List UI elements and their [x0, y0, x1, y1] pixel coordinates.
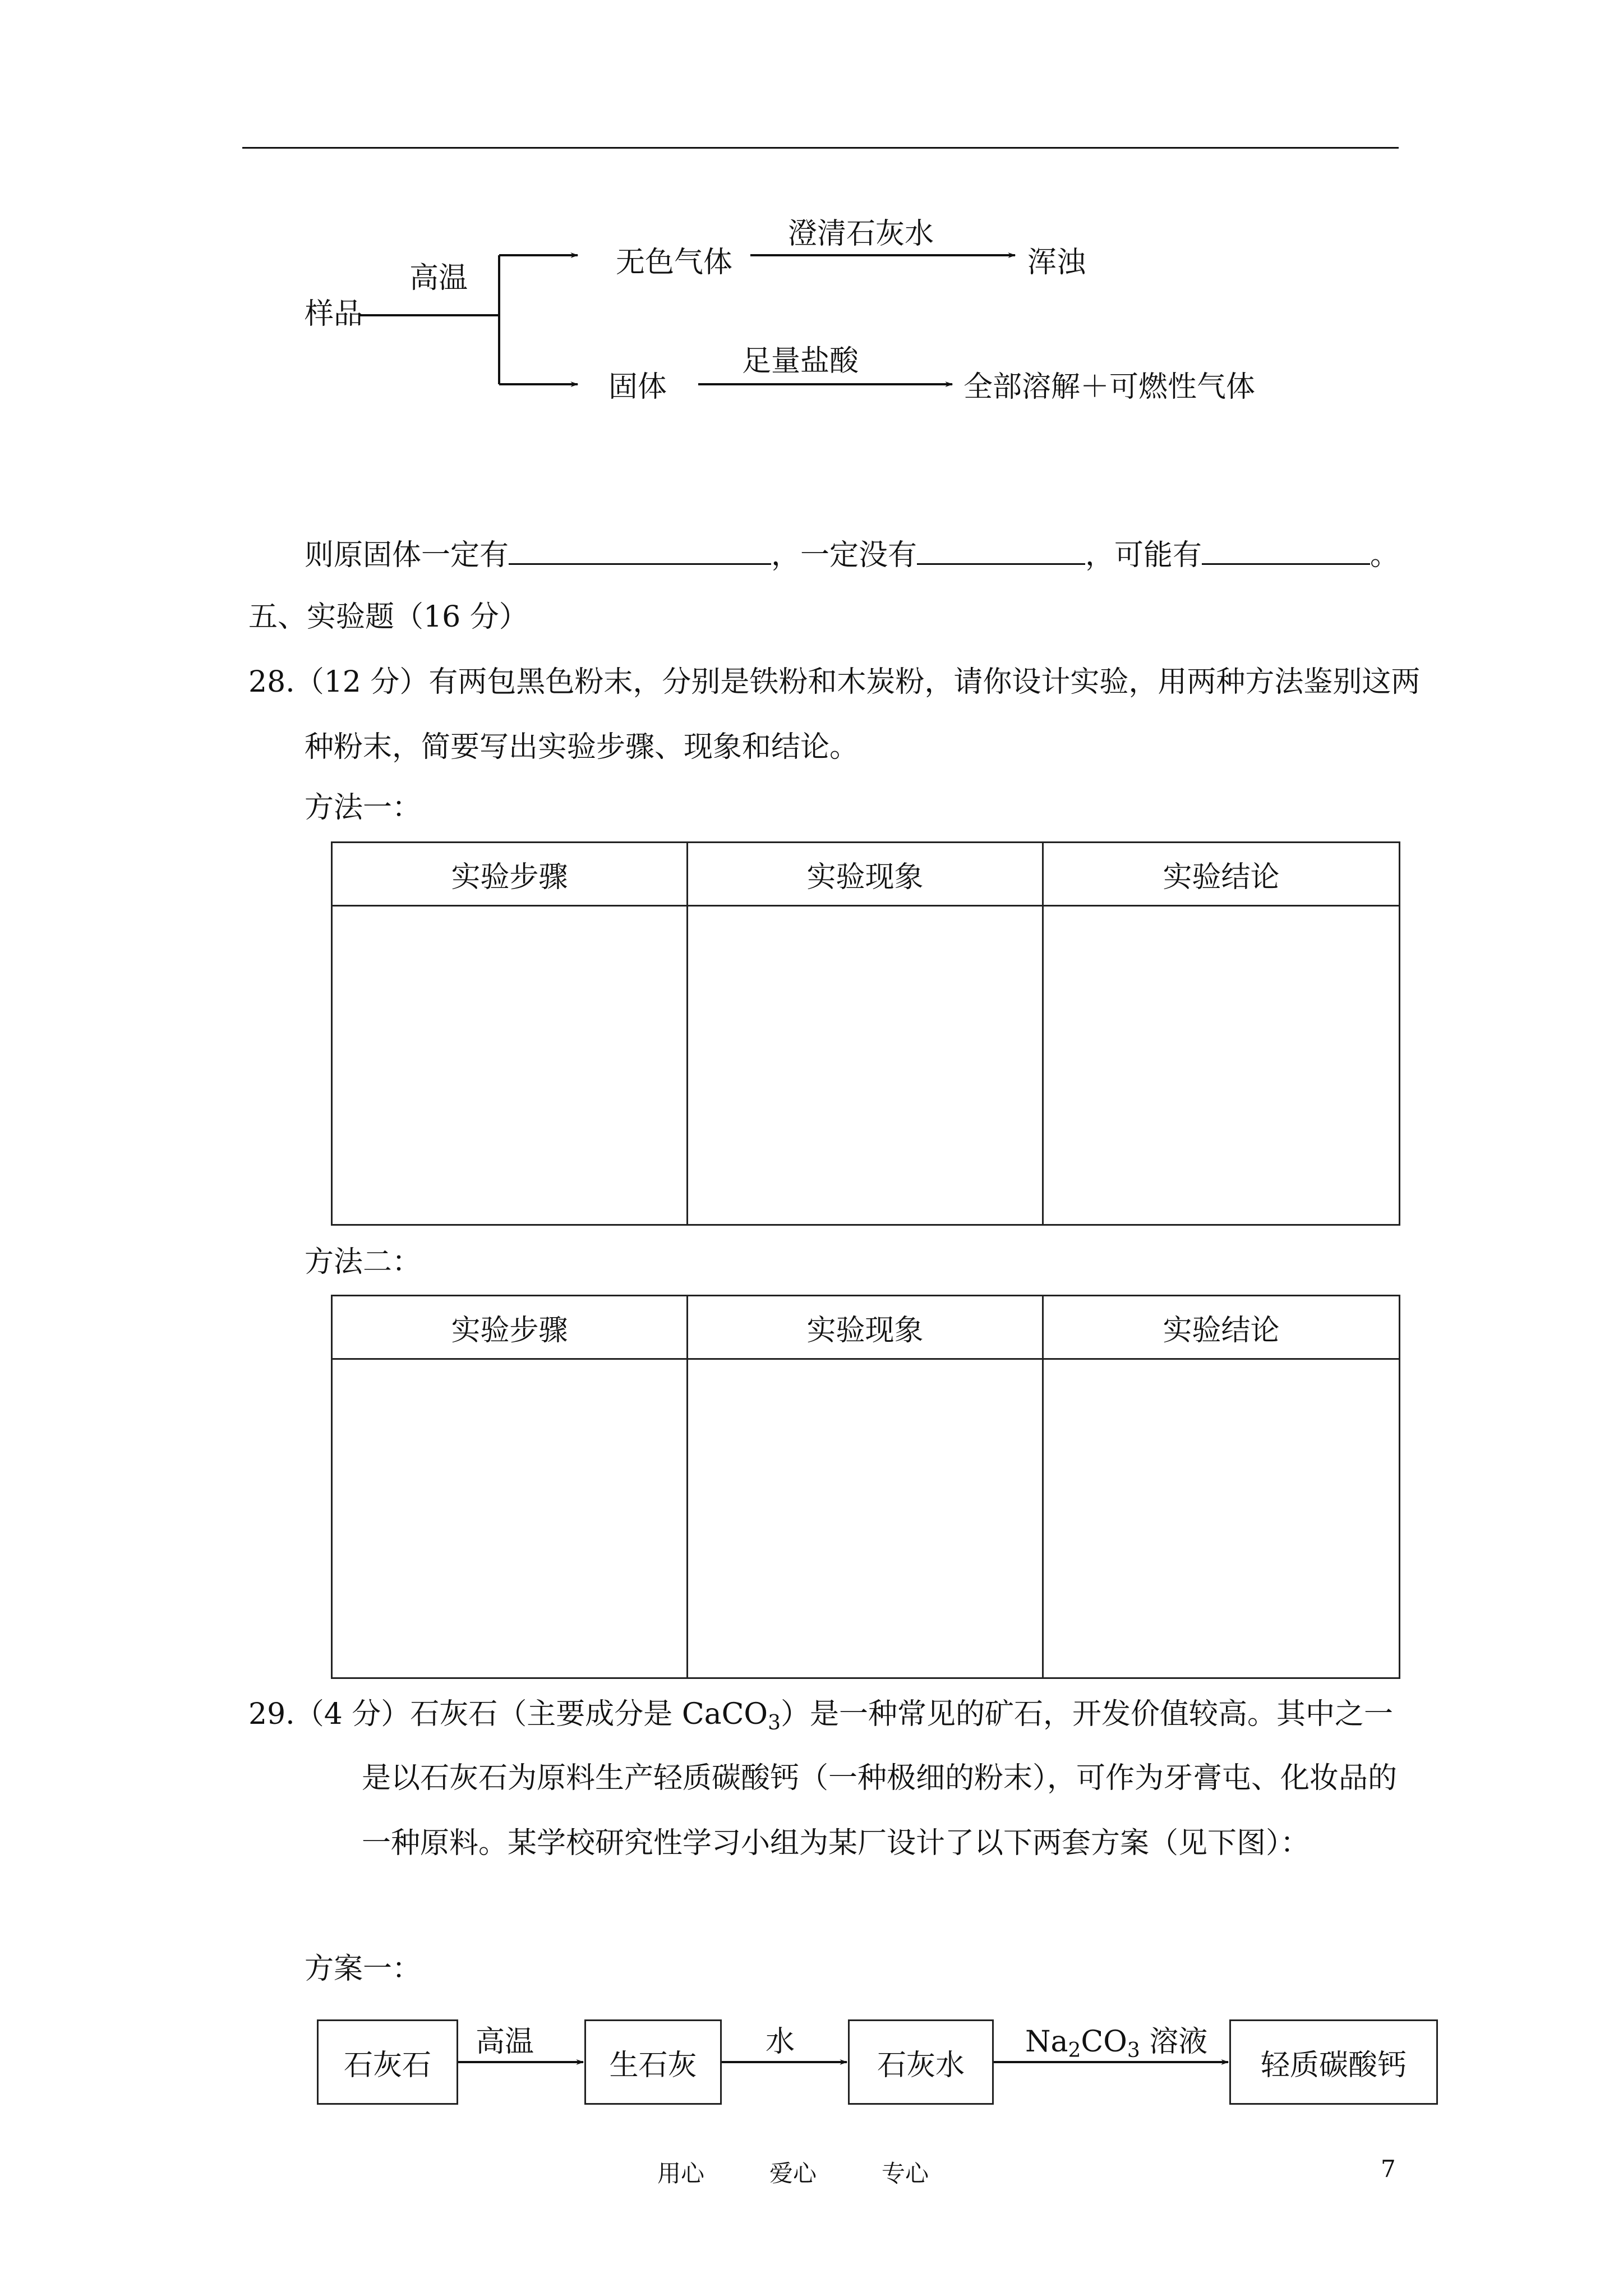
header-phenomenon: 实验现象: [688, 843, 1043, 906]
limewater-label: 澄清石灰水: [788, 217, 934, 251]
excess-hcl-label: 足量盐酸: [742, 344, 859, 378]
method2-label: 方法二：: [305, 1245, 422, 1279]
q29-line1-b: ）是一种常见的矿石，开发价值较高。其中之一: [780, 1697, 1393, 1731]
high-temp-label-2: 高温: [476, 2025, 534, 2059]
light-calcium-carbonate-box: 轻质碳酸钙: [1229, 2019, 1438, 2105]
high-temp-label: 高温: [409, 261, 468, 295]
fill-text-3: ，可能有: [1085, 539, 1202, 572]
footer-motto-2: 爱心: [769, 2160, 817, 2187]
na2co3-sub2: 3: [1127, 2039, 1140, 2062]
q29-text-line2: 是以石灰石为原料生产轻质碳酸钙（一种极细的粉末），可作为牙膏屯、化妆品的: [362, 1761, 1398, 1795]
fill-text-4: 。: [1370, 539, 1400, 572]
limewater-box: 石灰水: [848, 2019, 994, 2105]
plan1-label: 方案一：: [305, 1952, 422, 1986]
q29-line1-a: 29.（4 分）石灰石（主要成分是 CaCO: [248, 1697, 768, 1731]
header-conclusion: 实验结论: [1043, 1296, 1400, 1359]
na2co3-c: 溶液: [1140, 2025, 1208, 2059]
dissolve-result-label: 全部溶解＋可燃性气体: [963, 370, 1256, 404]
q29-text-line3: 一种原料。某学校研究性学习小组为某厂设计了以下两套方案（见下图）：: [362, 1826, 1310, 1860]
section-title: 五、实验题（16 分）: [248, 600, 528, 634]
fill-text-2: ，一定没有: [771, 539, 917, 572]
footer-motto-3: 专心: [882, 2160, 929, 2187]
footer-motto-1: 用心: [657, 2160, 705, 2187]
q28-text-line2: 种粉末，简要写出实验步骤、现象和结论。: [305, 730, 859, 764]
header-steps: 实验步骤: [332, 1296, 688, 1359]
q29-line1-sub: 3: [768, 1711, 781, 1734]
header-phenomenon: 实验现象: [688, 1296, 1043, 1359]
na2co3-a: Na: [1025, 2025, 1068, 2059]
q28-text-line1: 28.（12 分）有两包黑色粉末，分别是铁粉和木炭粉，请你设计实验，用两种方法鉴别这两: [248, 665, 1421, 699]
na2co3-solution-label: [1025, 2025, 1208, 2062]
header-steps: 实验步骤: [332, 843, 688, 906]
limestone-box: 石灰石: [317, 2019, 458, 2105]
turbid-label: 浑浊: [1027, 246, 1086, 279]
page-number: 7: [1381, 2155, 1396, 2183]
solid-label: 固体: [608, 370, 667, 404]
na2co3-sub1: 2: [1068, 2039, 1081, 2062]
water-label: 水: [766, 2025, 795, 2059]
fill-text-1: 则原固体一定有: [305, 539, 509, 572]
sample-label: 样品: [305, 297, 363, 331]
na2co3-b: CO: [1081, 2025, 1127, 2059]
header-conclusion: 实验结论: [1043, 843, 1400, 906]
colorless-gas-label: 无色气体: [616, 246, 733, 279]
quicklime-box: 生石灰: [584, 2019, 722, 2105]
method1-label: 方法一：: [305, 791, 422, 825]
